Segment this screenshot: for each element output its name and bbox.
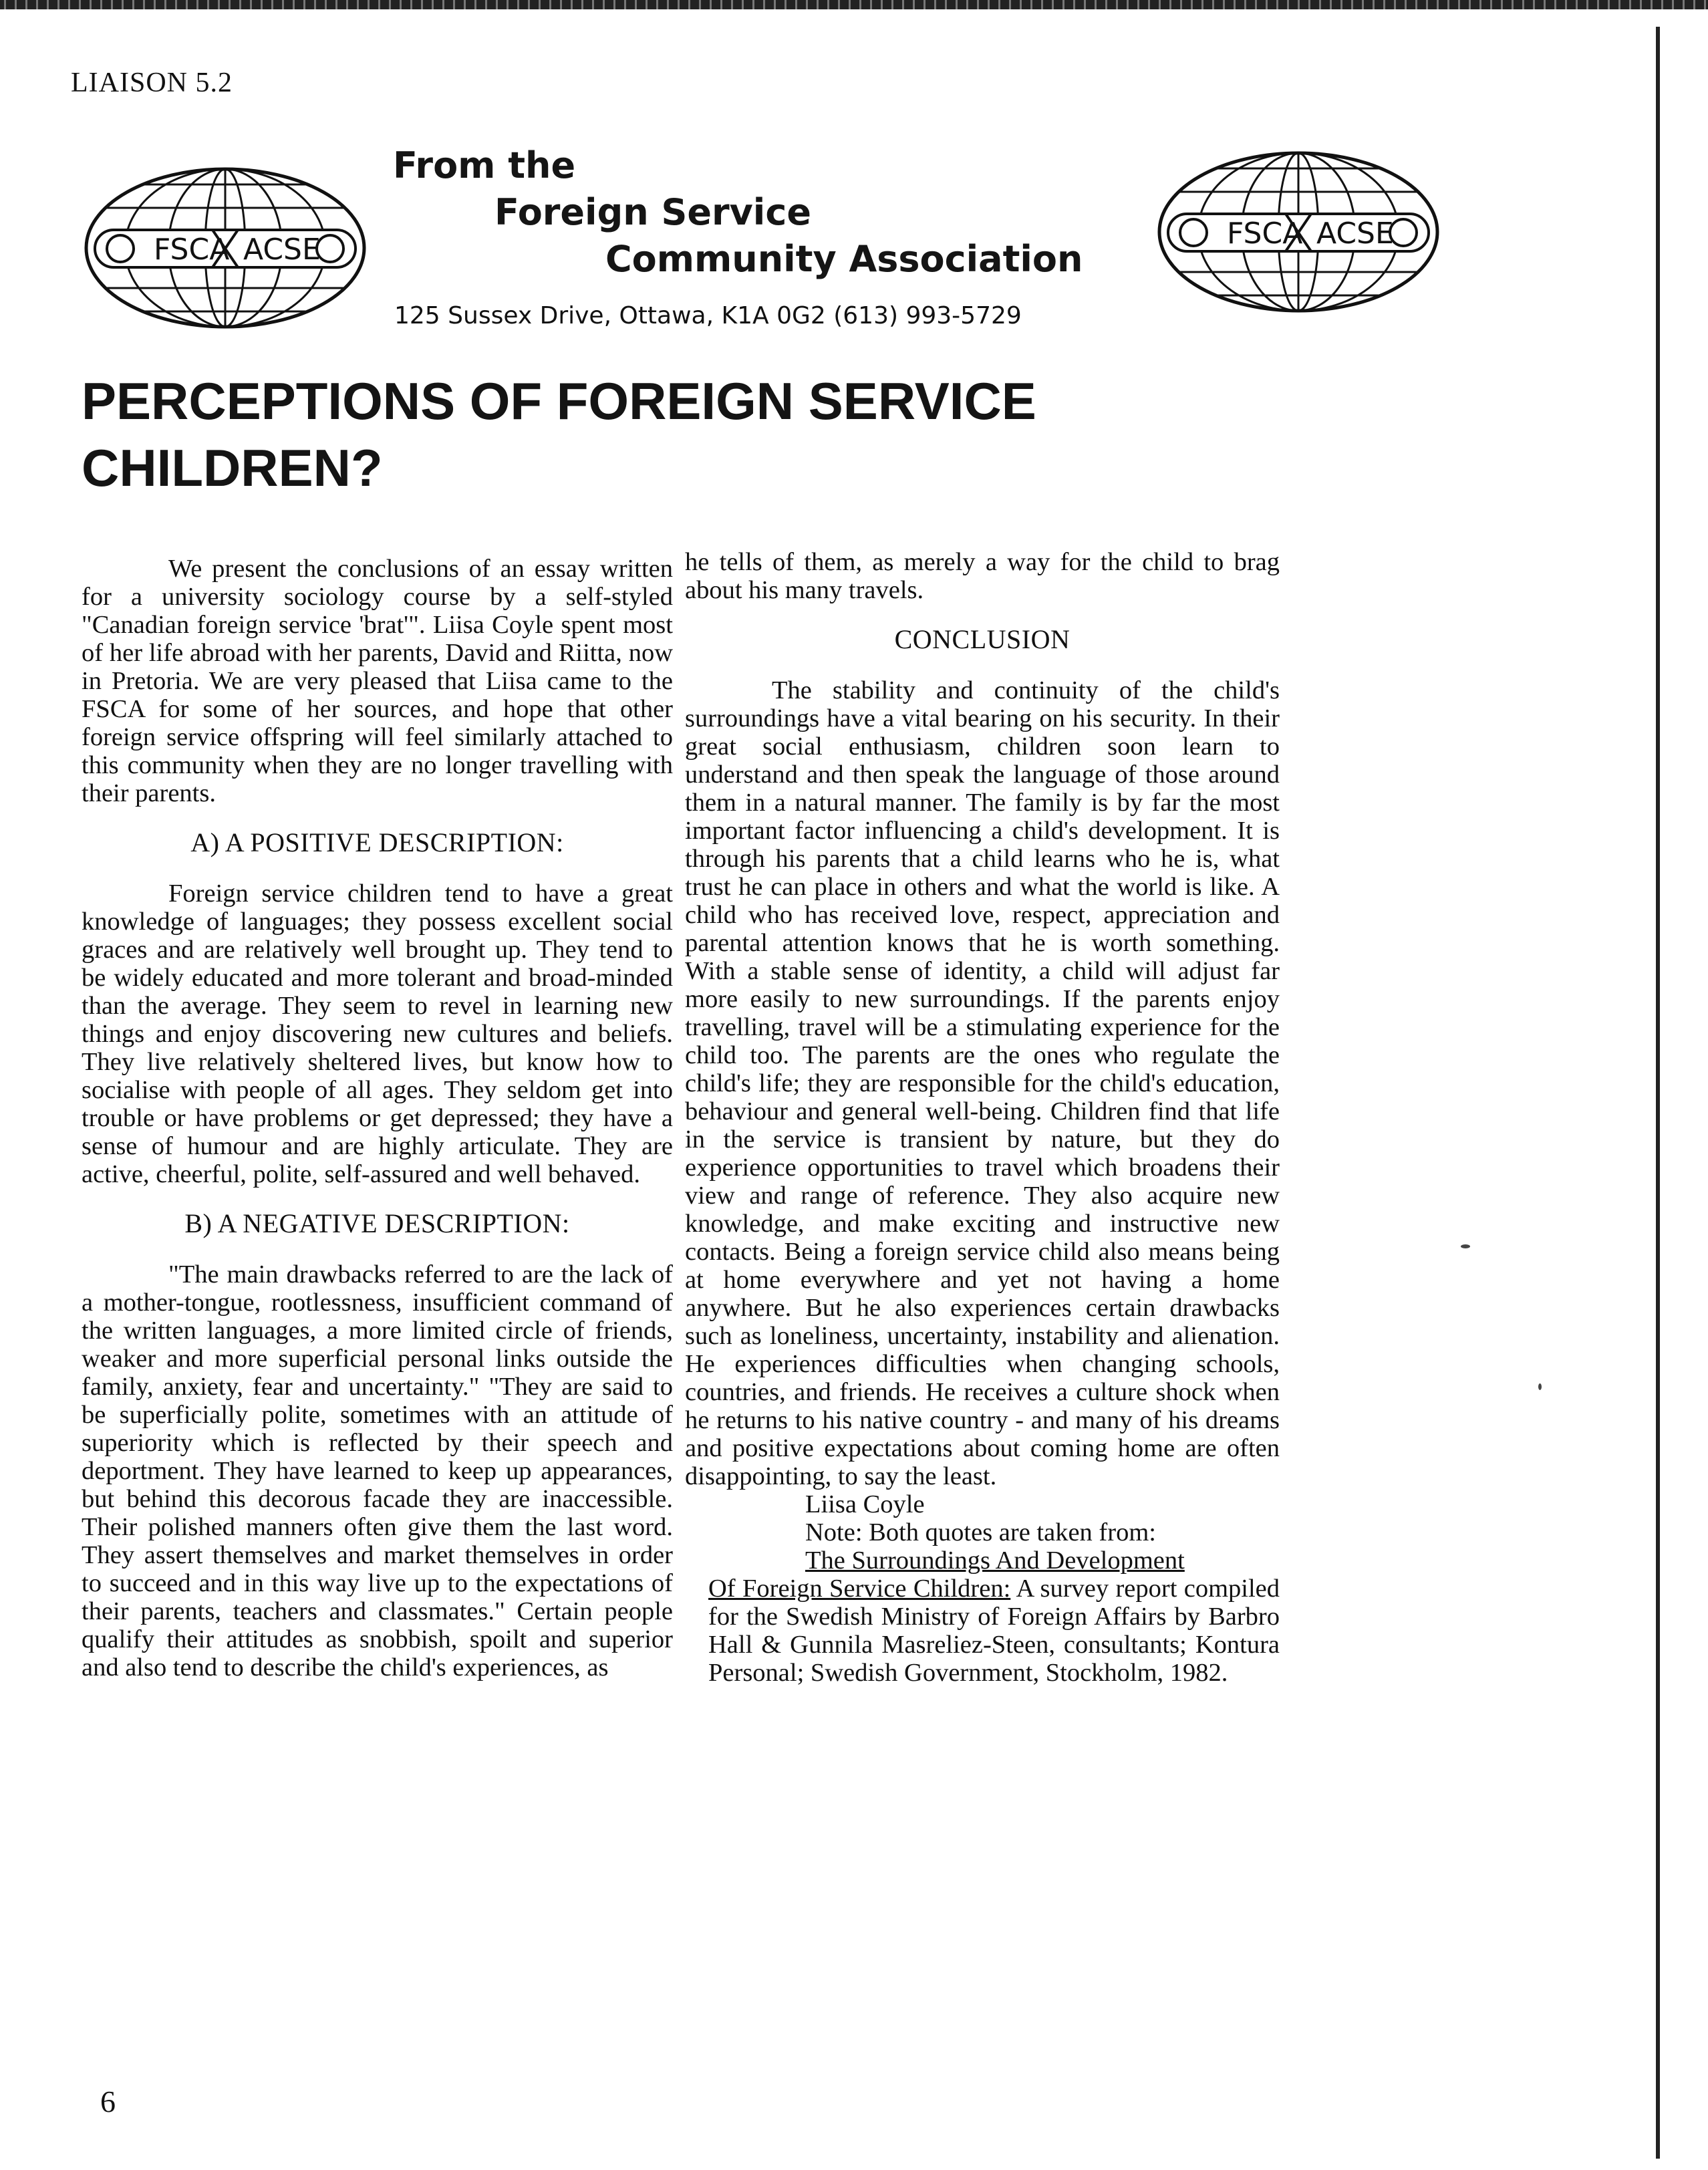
- svg-text:ACSE: ACSE: [243, 233, 321, 267]
- masthead-address: 125 Sussex Drive, Ottawa, K1A 0G2 (613) 993-5729: [394, 302, 1022, 329]
- masthead-line-1: From the: [393, 144, 576, 186]
- source-reference: [685, 1546, 1280, 1575]
- article-column-right: [685, 548, 1280, 1687]
- globe-icon: [82, 164, 369, 331]
- masthead-line-3: Community Association: [605, 238, 1083, 280]
- conclusion-paragraph: The stability and continuity of the child's surroundings have a vital bearing on his security. In their great social enthusiasm, children soon learn to understand and then speak the language of those around them in a natural manner. The family is by far the most important factor influencing a child's development. It is through his parents that a child learns who he is, what trust he can place in others and what the world is like. A child who has received love, respect, appreciation and parental attention knows that he is worth something. With a stable sense of identity, a child will adjust far more easily to new surroundings. If the parents enjoy travelling, travel will be a stimulating experience for the child too. The parents are the ones who regulate the child's life; they are responsible for the child's education, behaviour and general well-being. Children find that life in the service is transient by nature, but they do experience opportunities to travel which broadens their view and range of reference. They also acquire new knowledge, and make exciting and instructive new contacts. Being a foreign service child also means being at home everywhere and yet not having a home anywhere. But he also experiences certain drawbacks such as loneliness, uncertainty, instability and alienation. He experiences difficulties when changing schools, countries, and friends. He receives a culture shock when he returns to his native country - and many of his dreams and positive expectations about coming home are often disappointing, to say the least.: [685, 676, 1280, 1490]
- author-signature: Liisa Coyle: [805, 1490, 925, 1518]
- headline-line-2: CHILDREN?: [82, 438, 383, 497]
- negative-paragraph-continued: he tells of them, as merely a way for the child to brag about his many travels.: [685, 548, 1280, 604]
- headline-line-1: PERCEPTIONS OF FOREIGN SERVICE: [82, 372, 1036, 430]
- fsca-globe-logo: [82, 164, 369, 331]
- section-heading-conclusion: CONCLUSION: [894, 624, 1071, 654]
- source-title-line-1: The Surroundings And Development: [805, 1546, 1185, 1575]
- intro-paragraph: We present the conclusions of an essay written for a university sociology course by a self-styled "Canadian foreign service 'brat'". Liisa Coyle spent most of her life abroad with her parents, David and Riitta, now in Pretoria. We are very pleased that Liisa came to the FSCA for some of her sources, and hope that other foreign service offspring will feel similarly attached to this community when they are no longer travelling with their parents.: [82, 555, 673, 807]
- source-details: A survey report compiled for the Swedish Ministry of Foreign Affairs by Barbro Hall & Gunnila Masreliez-Steen, consultants; Kontura Personal; Swedish Government, Stockholm, 1982.: [708, 1575, 1280, 1687]
- globe-icon: [1155, 148, 1442, 315]
- scan-edge-top: [0, 0, 1708, 9]
- scan-speck: [1461, 1244, 1470, 1248]
- source-title-line-2: Of Foreign Service Children:: [708, 1575, 1011, 1603]
- acse-globe-logo: [1155, 148, 1442, 315]
- page-number: 6: [100, 2084, 116, 2119]
- positive-paragraph: Foreign service children tend to have a great knowledge of languages; they possess excellent social graces and are relatively well brought up. They tend to be widely educated and more tolerant and broad-minded than the average. They seem to revel in learning new things and enjoy discovering new cultures and beliefs. They live relatively sheltered lives, but know how to socialise with people of all ages. They seldom get into trouble or have problems or get depressed; they have a sense of humour and are highly articulate. They are active, cheerful, polite, self-assured and well behaved.: [82, 879, 673, 1188]
- scan-speck: [1538, 1383, 1542, 1390]
- section-heading-negative: B) A NEGATIVE DESCRIPTION:: [184, 1208, 570, 1238]
- article-column-left: [82, 555, 673, 1681]
- article-headline: [82, 368, 1084, 501]
- masthead-line-2: Foreign Service: [494, 191, 811, 233]
- issue-label: LIAISON 5.2: [71, 67, 233, 98]
- section-heading-positive: A) A POSITIVE DESCRIPTION:: [190, 827, 564, 857]
- svg-text:FSCA: FSCA: [1227, 217, 1303, 251]
- svg-text:ACSE: ACSE: [1316, 217, 1394, 251]
- negative-paragraph: "The main drawbacks referred to are the lack of a mother-tongue, rootlessness, insufficient command of the written languages, a more limited circle of friends, weaker and more superficial personal links outside the family, anxiety, fear and uncertainty." "They are said to be superficially polite, sometimes with an attitude of superiority which is reflected by their speech and deportment. They have learned to keep up appearances, but behind this decorous facade they are inaccessible. Their polished manners often give them the last word. They assert themselves and market themselves in order to succeed and in this way live up to the expectations of their parents, teachers and classmates." Certain people qualify their attitudes as snobbish, spoilt and superior and also tend to describe the child's experiences, as: [82, 1260, 673, 1681]
- source-reference-rest: [685, 1575, 1280, 1687]
- scan-edge-right: [1656, 27, 1660, 2159]
- svg-text:FSCA: FSCA: [154, 233, 230, 267]
- source-note: Note: Both quotes are taken from:: [805, 1518, 1156, 1546]
